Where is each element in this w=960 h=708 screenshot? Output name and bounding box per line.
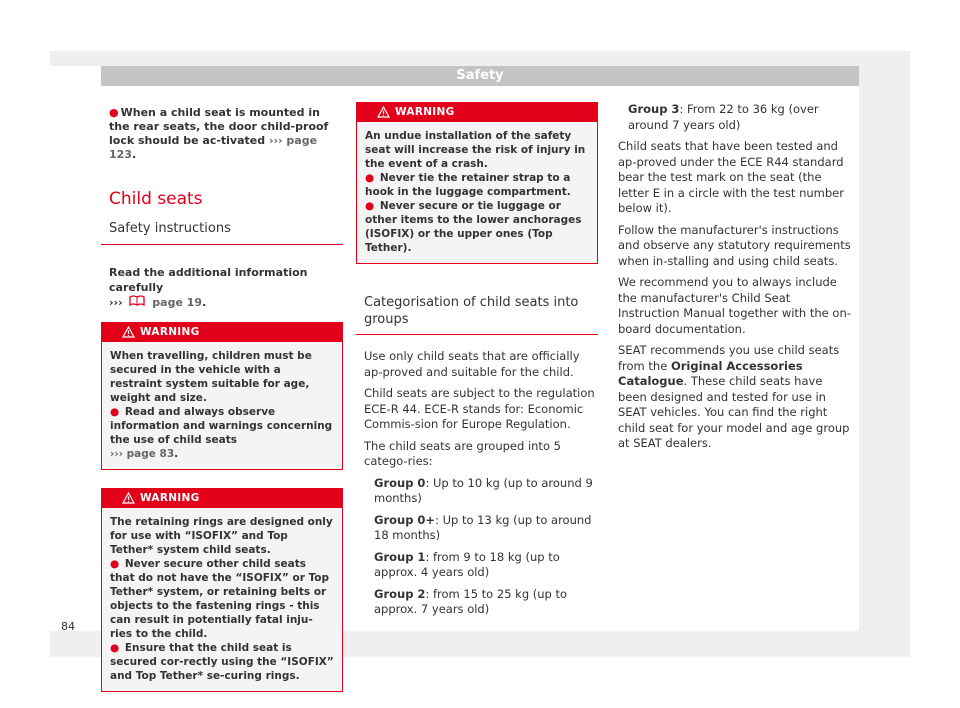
warning-body: The retaining rings are designed only for use with “ISOFIX” and Top Tether* system child seats. ● Never secure other child seats that do not have the “ISOFIX” or Top Tether* system, or retaining belts or objects to the fastening rings - this can result in potentially fatal inju-ries to the child. ● Ensure that the child seat is secured cor-rectly using the “ISOFIX” and Top Tether* se-curing rings. xyxy=(110,516,334,682)
page-header xyxy=(101,66,859,86)
group-3: Group 3: From 22 to 36 kg (over around 7 years old) xyxy=(628,102,819,132)
warning-box-1 xyxy=(101,322,343,470)
column-3-text: Group 3: From 22 to 36 kg (over around 7 years old) Child seats that have been tested and ap-proved under the ECE R44 standard bear the test mark on the seat (the letter E in a circle with the test number below it). Follow the manufacturer's instructions and observe any statutory requirements when in-stalling and using child seats. We recommend you to always include the manufacturer's Child Seat Instruction Manual together with the on-board documentation. SEAT recommends you use child seats from the Original Accessories Catalogue. These child seats have been designed and tested for use in SEAT vehicles. You can find the right child seat for your model and age group at SEAT dealers. xyxy=(618,102,851,450)
page-link-123[interactable]: ››› page 123 xyxy=(109,134,318,161)
bullet-icon: ● xyxy=(109,106,119,119)
bullet-icon: ● xyxy=(110,642,120,654)
group-2: Group 2: from 15 to 25 kg (up to approx. 7 years old) xyxy=(374,586,568,616)
book-icon xyxy=(128,295,146,307)
categories-text: Use only child seats that are officially ap-proved and suitable for the child. Child seats are subject to the regulation ECE-R 44. ECE-R stands for: Economic Commis-sion for Europe Regulation. The child seats are grouped into 5 catego-ries: Group 0: Up to 10 kg (up to around 9 months) Group 0+: Up to 13 kg (up to around 18 months) Group 1: from 9 to 18 kg (up to approx. 4 years old) Group 2: from 15 to 25 kg (up to approx. 7 years old) xyxy=(356,349,598,618)
group-0-plus: Group 0+: Up to 13 kg (up to around 18 months) xyxy=(374,512,592,542)
warning-header: WARNING xyxy=(102,323,342,342)
section-title: Child seats xyxy=(109,189,203,209)
header-title: Safety xyxy=(456,68,504,83)
column-2 xyxy=(356,86,598,618)
bullet-icon: ● xyxy=(365,172,375,184)
warning-header: WARNING xyxy=(357,103,597,122)
column-3 xyxy=(610,86,852,452)
warning-body: An undue installation of the safety seat will increase the risk of injury in the event of a crash. ● Never tie the retainer strap to a hook in the luggage compartment. ● Never secure or tie luggage or other items to the lower anchorages (ISOFIX) or the upper ones (Top Tether). xyxy=(365,130,586,254)
warning-body: When travelling, children must be secured in the vehicle with a restraint system suitable for age, weight and size. ● Read and always observe information and warnings concerning the use of child seats ››› page 83. xyxy=(110,350,333,460)
warning-triangle-icon xyxy=(122,492,135,504)
warning-header: WARNING xyxy=(102,489,342,508)
warning-box-3 xyxy=(356,102,598,264)
group-1: Group 1: from 9 to 18 kg (up to approx. 4 years old) xyxy=(374,549,560,579)
bullet-icon: ● xyxy=(110,406,120,418)
column-1 xyxy=(101,86,343,692)
warning-triangle-icon xyxy=(377,106,390,118)
section-subtitle: Safety instructions xyxy=(101,220,343,245)
page-number: 84 xyxy=(61,620,75,633)
read-info: Read the additional information carefully ››› page 19. xyxy=(109,266,308,309)
bullet-icon: ● xyxy=(365,200,375,212)
warning-box-2 xyxy=(101,488,343,692)
group-0: Group 0: Up to 10 kg (up to around 9 months) xyxy=(374,475,593,505)
page-link-19[interactable]: page 19 xyxy=(152,296,203,309)
intro-note: ● When a child seat is mounted in the rear seats, the door child-proof lock should be ac-tivated ››› page 123. xyxy=(109,106,329,161)
bullet-icon: ● xyxy=(110,558,120,570)
subsection-heading: Categorisation of child seats into groups xyxy=(356,294,598,335)
page-link-83[interactable]: ››› page 83 xyxy=(110,448,175,460)
warning-triangle-icon xyxy=(122,326,135,338)
intro-note-text: When a child seat is mounted in the rear seats, the door child-proof lock should be ac-tivated xyxy=(109,106,329,147)
